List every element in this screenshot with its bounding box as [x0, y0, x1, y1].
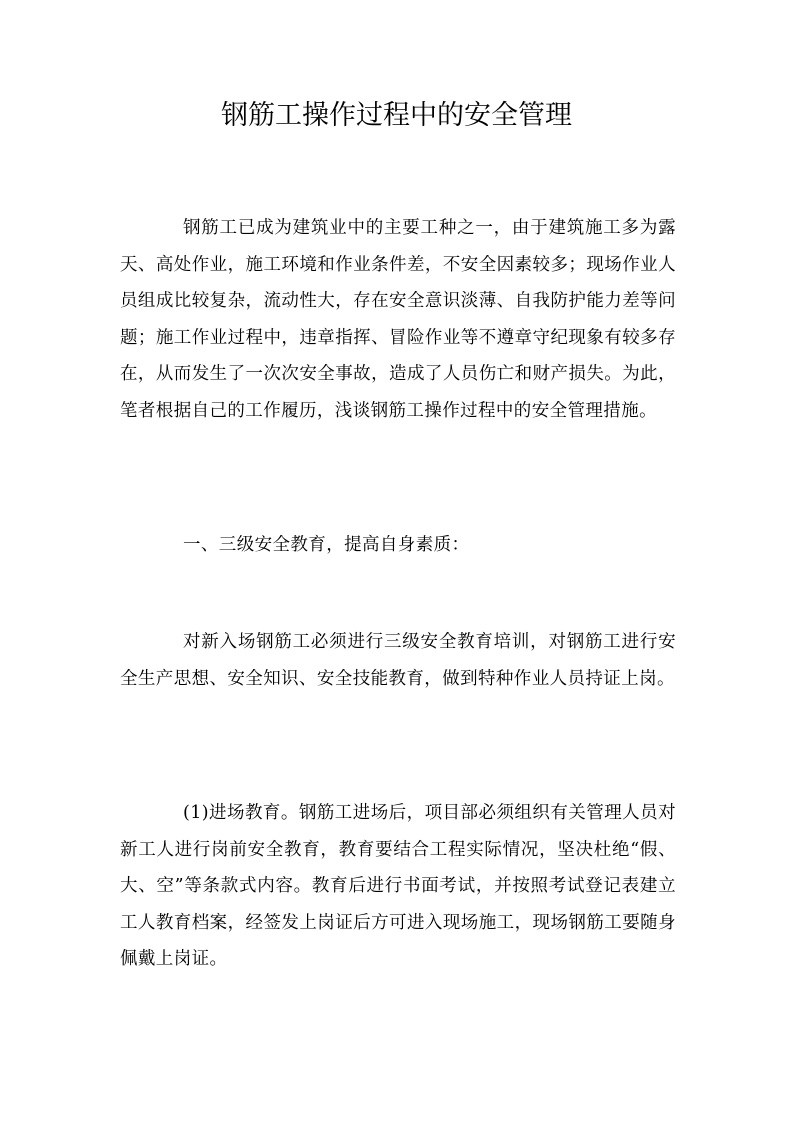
training-paragraph: 对新入场钢筋工必须进行三级安全教育培训，对钢筋工进行安全生产思想、安全知识、安全技能教育，做到特种作业人员持证上岗。	[120, 632, 676, 689]
section-heading-1: 一、三级安全教育，提高自身素质：	[183, 535, 470, 555]
intro-paragraph: 钢筋工已成为建筑业中的主要工种之一，由于建筑施工多为露天、高处作业，施工环境和作业条件差，不安全因素较多；现场作业人员组成比较复杂，流动性大，存在安全意识淡薄、自我防护能力差等问题；施工作业过程中，违章指挥、冒险作业等不遵章守纪现象有较多存在，从而发生了一次次安全事故，造成了人员伤亡和财产损失。为此，笔者根据自己的工作履历，浅谈钢筋工操作过程中的安全管理措施。	[120, 218, 676, 421]
entry-education-paragraph: (1)进场教育。钢筋工进场后，项目部必须组织有关管理人员对新工人进行岗前安全教育，教育要结合工程实际情况，坚决杜绝“假、大、空”等条款式内容。教育后进行书面考试，并按照考试登记表建立工人教育档案，经签发上岗证后方可进入现场施工，现场钢筋工要随身佩戴上岗证。	[120, 803, 676, 969]
document-title: 钢筋工操作过程中的安全管理	[221, 100, 572, 131]
